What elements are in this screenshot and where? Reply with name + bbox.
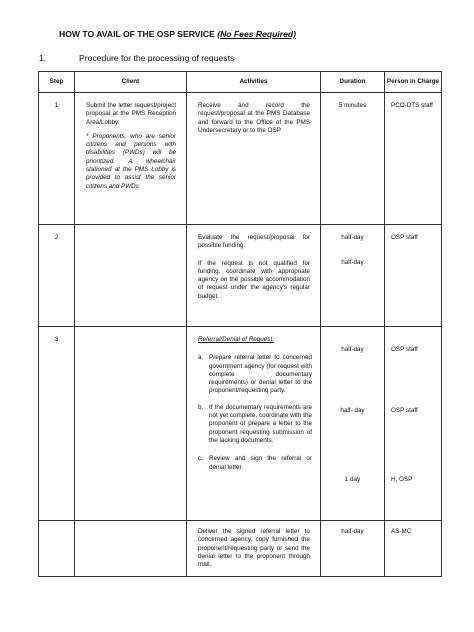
- table-header-row: [39, 72, 442, 93]
- person-text: OSP staff: [391, 234, 418, 241]
- header-person-in-charge: Person in Charge: [385, 72, 442, 93]
- person-cell: [385, 327, 442, 521]
- step-number: 3: [39, 327, 75, 521]
- table-row: [39, 225, 442, 327]
- section-heading: [39, 53, 235, 63]
- heading-text: HOW TO AVAIL OF THE OSP SERVICE: [59, 29, 215, 39]
- activity-text: Receive and record the request/proposal at the PMS Database and forward to the Office of the PMS Undersecretary or to the OSP: [198, 102, 310, 134]
- person-text: H, OSP: [391, 476, 413, 483]
- duration-text: half- day: [340, 407, 365, 414]
- activity-cell: [187, 521, 321, 577]
- person-text: AS-MC: [391, 528, 412, 535]
- activity-subitem: [198, 455, 312, 472]
- section-number: 1.: [39, 53, 47, 63]
- procedure-table: [38, 71, 442, 577]
- duration-cell: [321, 327, 385, 521]
- section-title: Procedure for the processing of requests: [79, 53, 235, 63]
- subitem-text: Review and sign the referral or denial letter.: [209, 455, 312, 471]
- person-cell: [385, 521, 442, 577]
- client-cell: [75, 521, 187, 577]
- duration-text: half-day: [341, 259, 364, 267]
- subitem-text: Prepare referral letter to concerned government agency (for request with complete documentary requirements) or denial letter to the proponent/requesting party.: [209, 354, 312, 395]
- person-text: OSP staff: [391, 407, 418, 414]
- header-activities: Activities: [187, 72, 321, 93]
- duration-cell: [321, 521, 385, 577]
- header-step: Step: [39, 72, 75, 93]
- duration-text: half-day: [341, 234, 364, 241]
- activity-subitem: [198, 354, 312, 395]
- activity-cell: [187, 93, 321, 225]
- subitem-text: If the documentary requirements are not yet complete, coordinate with the proponent or prepare a letter to the proponent requesting submission of the lacking documents.: [209, 403, 312, 444]
- person-cell: [385, 225, 442, 327]
- duration-text: 5 minutes: [338, 102, 367, 109]
- client-cell: [75, 327, 187, 521]
- subitem-label: a.: [198, 354, 204, 362]
- duration-text: 1 day: [344, 476, 361, 483]
- header-duration: Duration: [321, 72, 385, 93]
- activity-cell: [187, 327, 321, 521]
- activity-text: If the request is not qualified for funding, coordinate with appropriate agency on the possible accommodation of request under the agency's regular budget.: [198, 259, 310, 300]
- step-number: 1: [39, 93, 75, 225]
- client-cell: [75, 225, 187, 327]
- step-cell: [39, 521, 75, 577]
- person-text: PCO-DTS staff: [391, 102, 433, 109]
- person-text: OSP staff: [391, 346, 418, 353]
- table-row: [39, 93, 442, 225]
- subitem-label: c.: [198, 455, 203, 463]
- client-text: Submit the letter request/project proposal at the PMS Reception Area/Lobby.: [86, 102, 176, 126]
- table-row: [39, 327, 442, 521]
- activity-subitem: [198, 404, 312, 445]
- document-heading: [59, 29, 296, 39]
- duration-cell: [321, 225, 385, 327]
- activity-subtitle: Referral/Denial of Request:: [198, 336, 274, 343]
- activity-text: Evaluate the request/proposal for possible funding.: [198, 234, 310, 250]
- duration-text: half-day: [341, 346, 364, 353]
- header-client: Client: [75, 72, 187, 93]
- table-row: [39, 521, 442, 577]
- heading-fee-note: (No Fees Required): [217, 29, 297, 39]
- person-cell: [385, 93, 442, 225]
- duration-text: half-day: [341, 528, 364, 535]
- activity-text: Deliver the signed referral letter to concerned agency, copy furnished the proponent/requesting party or send the denial letter to the proponent through mail.: [198, 528, 310, 569]
- duration-cell: [321, 93, 385, 225]
- step-number: 2: [39, 225, 75, 327]
- activity-cell: [187, 225, 321, 327]
- client-note: * Proponents, who are senior citizens and persons with disabilities (PWDs) will be prioritized. A wheelchair stationed at the PMS Lobby is provided to assist the senior citizens and PWDs: [86, 132, 176, 190]
- client-cell: [75, 93, 187, 225]
- subitem-label: b.: [198, 403, 204, 411]
